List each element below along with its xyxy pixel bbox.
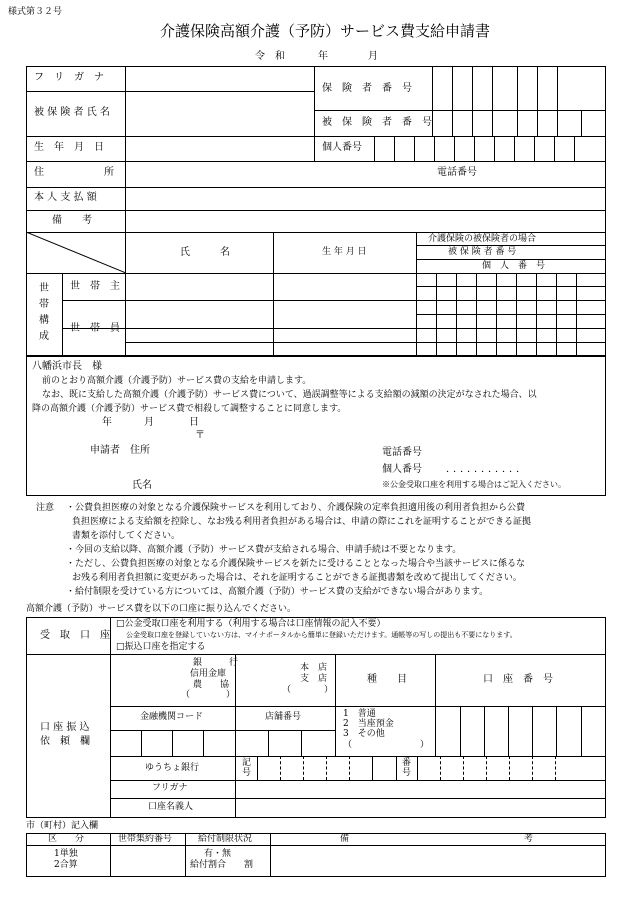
- declaration-month: 月: [144, 417, 154, 428]
- payment-amount-label: 本 人 支 払 額: [34, 192, 97, 203]
- form-number: 様式第３２号: [8, 7, 63, 17]
- branch-type-main: 本 店: [300, 663, 328, 673]
- branch-type-branch: 支 店: [300, 674, 328, 684]
- insured-name-label: 被 保 険 者 氏 名: [34, 107, 110, 118]
- bank-code-label: 金融機関コード: [140, 712, 204, 722]
- account-type-3: 3 その他: [343, 729, 385, 739]
- note-line-2: 負担医療による支給額を控除し、なお残る利用者負担がある場合は、申請の際にこれを証明することができる証拠: [72, 517, 532, 527]
- declaration-year: 年: [102, 417, 112, 428]
- date-month: 月: [368, 51, 378, 62]
- household-label-2: 帯: [39, 299, 49, 310]
- restriction-yes-no: 有・無: [204, 849, 232, 859]
- applicant-address-label: 申請者 住所: [90, 445, 150, 456]
- page-title: 介護保険高額介護（予防）サービス費支給申請書: [160, 22, 491, 40]
- account-type-paren-open: （: [343, 740, 353, 750]
- note-line-3: 書類を添付してください。: [72, 531, 181, 541]
- account-type-2: 2 当座預金: [343, 719, 394, 729]
- city-header-household-number: 世帯集約番号: [118, 834, 173, 844]
- note-line-1: ・公費負担医療の対象となる介護保険サービスを利用しており、介護保険の定率負担適用後の利用者負担から公費: [66, 503, 526, 513]
- household-birth-header: 生 年 月 日: [322, 247, 367, 257]
- branch-number-label: 店舗番号: [265, 712, 302, 722]
- branch-paren-close: ）: [324, 685, 334, 695]
- date-year: 年: [318, 51, 328, 62]
- household-label-4: 成: [39, 331, 49, 342]
- note-line-5: ・ただし、公費負担医療の対象となる介護保険サービスを新たに受けることとなった場合や当該サービスに係るな: [66, 559, 526, 569]
- account-type-label: 種 目: [367, 674, 407, 685]
- declaration-personal-number-label: 個人番号: [382, 464, 422, 475]
- kigo-char-1: 記: [242, 758, 252, 768]
- city-section-title: 市（町村）記入欄: [26, 821, 99, 831]
- city-header-remarks-1: 備: [340, 834, 350, 844]
- branch-paren-open: （: [282, 685, 292, 695]
- furigana-bank-label: フリガナ: [152, 783, 188, 793]
- yucho-label: ゆうちょ銀行: [145, 763, 200, 773]
- bango-char-2: 号: [402, 768, 412, 778]
- bango-char-1: 番: [402, 758, 412, 768]
- receive-account-label: 受 取 口 座: [40, 630, 110, 641]
- addressee: 八幡浜市長 様: [32, 361, 102, 372]
- restriction-ratio: 給付割合 割: [190, 860, 254, 870]
- public-account-option[interactable]: □公金受取口座を利用する（利用する場合は口座情報の記入不要）: [116, 619, 386, 629]
- bank-type-bank: 銀 行: [193, 658, 239, 668]
- bank-table: [26, 617, 606, 818]
- insured-number-label: 被 保 険 者 番 号: [322, 117, 432, 128]
- household-label-3: 構: [39, 315, 49, 326]
- declaration-phone-label: 電話番号: [382, 447, 422, 458]
- bank-intro: 高額介護（予防）サービス費を以下の口座に振り込んでください。: [26, 604, 297, 614]
- household-member-label: 世 帯 員: [70, 323, 120, 334]
- furigana-label: フ リ ガ ナ: [34, 72, 104, 83]
- my-number-label: 個人番号: [322, 142, 362, 153]
- specify-account-option[interactable]: □振込口座を指定する: [116, 642, 206, 652]
- category-combined: 2合算: [54, 860, 78, 870]
- household-name-header: 氏 名: [180, 247, 230, 258]
- city-header-restriction: 給付制限状況: [198, 834, 253, 844]
- household-label-1: 世: [39, 283, 49, 294]
- bank-type-credit: 信用金庫: [190, 669, 227, 679]
- declaration-line-3: 降の高額介護（介護予防）サービス費で相殺して調整することに同意します。: [32, 404, 347, 414]
- city-header-category: 区 分: [48, 834, 85, 844]
- address-label: 住 所: [34, 167, 114, 178]
- account-number-label: 口 座 番 号: [483, 674, 553, 685]
- note-line-4: ・今回の支給以降、高額介護（予防）サービス費が支給される場合、申請手続は不要となります。: [66, 545, 462, 555]
- household-personal-number-header: 個 人 番 号: [482, 261, 546, 271]
- date-era: 令 和: [255, 51, 285, 62]
- notes-label: 注意: [36, 503, 55, 513]
- transfer-label-2: 依 頼 欄: [40, 736, 90, 747]
- kigo-char-2: 号: [242, 768, 252, 778]
- bank-type-agri: 農 協: [193, 680, 230, 690]
- personal-number-dots: ．．．．．．．．．．．: [446, 464, 528, 475]
- insured-case-header: 介護保険の被保険者の場合: [428, 234, 537, 244]
- postal-mark: 〒: [195, 430, 205, 441]
- declaration-line-2: なお、既に支給した高額介護（介護予防）サービス費について、過誤調整等による支給額の減額の決定がなされた場合、以: [42, 390, 537, 400]
- city-header-remarks-2: 考: [524, 834, 534, 844]
- phone-label: 電話番号: [437, 167, 477, 178]
- note-line-7: ・給付制限を受けている方については、高額介護（予防）サービス費の支給ができない場合があります。: [66, 587, 489, 597]
- account-type-1: 1 普通: [343, 709, 376, 719]
- bank-paren-open: （: [181, 690, 191, 700]
- public-account-note: ※公金受取口座を利用する場合はご記入ください。: [382, 480, 566, 489]
- account-type-paren-close: ）: [420, 740, 430, 750]
- declaration-line-1: 前のとおり高額介護（介護予防）サービス費の支給を申請します。: [42, 376, 312, 386]
- insurer-number-label: 保 険 者 番 号: [322, 83, 412, 94]
- birthdate-label: 生 年 月 日: [34, 142, 104, 153]
- declaration-day: 日: [189, 417, 199, 428]
- public-account-registration-note: 公金受取口座を登録していない方は、マイナポータルから簡単に登録いただけます。通帳等の写しの提出も不要になります。: [126, 631, 517, 639]
- diagonal-line: [26, 232, 126, 273]
- remarks-label: 備 考: [52, 215, 92, 226]
- bank-paren-close: ）: [226, 690, 236, 700]
- category-single: 1単独: [54, 849, 78, 859]
- note-line-6: お残る利用者負担額に変更があった場合は、それを証明することができる証拠書類を改めて提出してください。: [72, 573, 522, 583]
- transfer-label-1: 口 座 振 込: [40, 722, 90, 733]
- household-insured-number-header: 被 保 険 者 番 号: [448, 247, 517, 257]
- household-head-label: 世 帯 主: [70, 281, 120, 292]
- account-holder-label: 口座名義人: [148, 802, 194, 812]
- city-table: [26, 833, 606, 877]
- applicant-name-label: 氏名: [132, 480, 152, 491]
